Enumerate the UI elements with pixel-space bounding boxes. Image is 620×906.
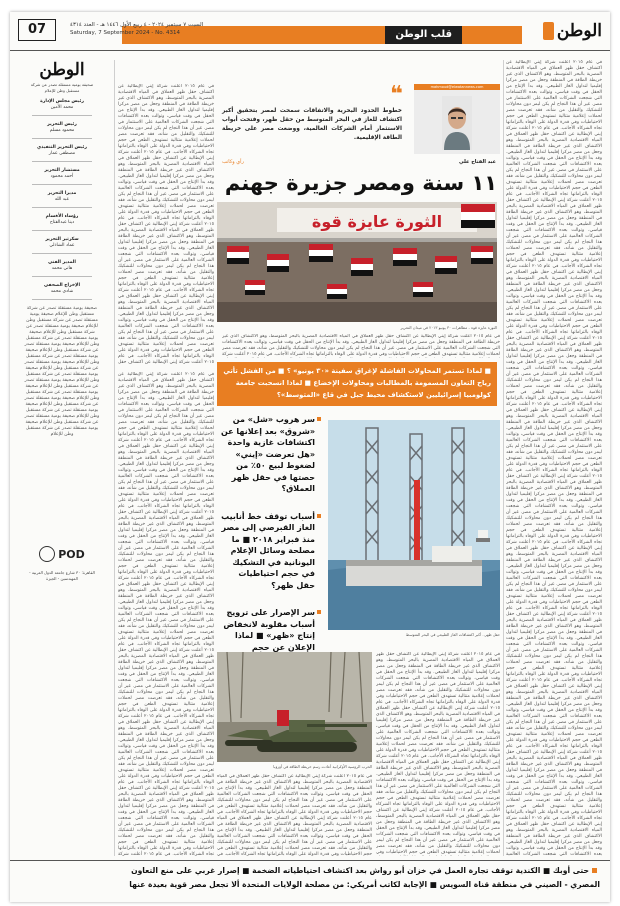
pod-logo (32, 544, 92, 564)
bullet-square-icon (592, 868, 597, 873)
footer-divider (10, 860, 610, 861)
article-headline: ١١ سنة ومصر جزيرة جهنم (224, 171, 498, 195)
staff-entry: رؤساء الأقسام دينا عبدالفتاح (24, 214, 100, 231)
photo-banner-text: الثورة عايزة قوة (311, 212, 443, 231)
main-photo-caption: الثورة عايزة قوة - مظاهرات ٣٠ يونيو ٢٠١٣ في ميدان التحرير (400, 325, 497, 330)
footer-teaser-1[interactable]: حتى أوبك ■ الكندية توقف تجارة العمل في خزان أبو رواش بعد اكتشاف احتياطياته الضخمة ■ إصرار غربي على منع التعاون (20, 864, 600, 878)
key-question-3: سر الإصرار على ترويج أسباب مقلوبة لانخفاض إنتاج «ظهر» ■ لماذا الإعلان عن حجم (217, 607, 321, 688)
masthead-contacts: القاهرة: ٣٠ شارع جامعة الدول العربية - المهندسين - الجيزة (29, 570, 95, 581)
key-question-2: أسباب توقف خط أنابيب الغاز القبرصي إلى مصر منذ فبراير ٢٠١٨ ■ ما مصلحة وسائل الإعلام اليونانية في التشكيك في حجم احتياطيات حقل ظهر؟ (217, 511, 321, 592)
main-photo (217, 202, 497, 322)
columnist-label: رأي وكاتب (222, 159, 244, 165)
key-question-1: سر هروب «شل» من «شروق» بعد إعلانها عن اكتشافات غازية واحدة «هل تعرضت «إيني» لضغوط لبيع ٥٠٪ من حصتها في حقل ظهر العملاق؟ (217, 414, 321, 495)
newspaper-logo[interactable] (540, 18, 602, 44)
masthead-logo: الوطن (39, 60, 85, 80)
highlights-banner (217, 362, 497, 406)
body-column-3: في عام ٢٠١٥ أعلنت شركة إيني الإيطالية عن اكتشاف حقل ظهر العملاق في المياه الاقتصادية المصرية بالبحر المتوسط، وهو الاكتشاف الذي غير خريطة الطاقة في المنطقة وجعل من مصر مركزا إقليميا لتداول الغاز الطبيعي. وقد بدأ الإنتاج من الحقل في وقت قياسي، وتوالت بعده الاكتشافات التي شجعت الشركات العالمية على الاستثمار في مصر. غير أن هذا النجاح لم يكن ليمر دون محاولات للتشكيك والتقليل من شأنه، فقد تعرضت مصر لحملات إعلامية متتالية تستهدف الطعن في حجم الاحتياطيات وفي قدرة الدولة على الوفاء بالتزاماتها تجاه الشركاء الأجانب. في عام ٢٠١٥ أعلنت شركة (222, 334, 500, 357)
page-number: 07 (18, 19, 56, 41)
staff-entry: رئيس التحرير التنفيذي مصطفى عمار (24, 145, 100, 162)
column-divider (503, 60, 504, 856)
body-column-2: في عام ٢٠١٥ أعلنت شركة إيني الإيطالية عن اكتشاف حقل ظهر العملاق في المياه الاقتصادية المصرية بالبحر المتوسط، وهو الاكتشاف الذي غير خريطة الطاقة في المنطقة وجعل من مصر مركزا إقليميا لتداول الغاز الطبيعي. وقد بدأ الإنتاج من الحقل في وقت قياسي، وتوالت بعده الاكتشافات التي شجعت الشركات العالمية على الاستثمار في مصر. غير أن هذا النجاح لم يكن ليمر دون محاولات للتشكيك والتقليل من شأنه، فقد تعرضت مصر لحملات إعلامية متتالية تستهدف الطعن في حجم الاحتياطيات وفي قدرة الدولة على الوفاء بالتزاماتها تجاه الشركاء الأجانب. في عام ٢٠١٥ أعلنت شركة إيني الإيطالية عن اكتشاف حقل ظهر العملاق في المياه الاقتصادية المصرية بالبحر المتوسط، وهو الاكتشاف الذي غير خريطة الطاقة في المنطقة وجعل من مصر مركزا إقليميا لتداول الغاز الطبيعي. وقد بدأ الإنتاج من الحقل في وقت قياسي، وتوالت بعده الاكتشافات التي شجعت الشركات العالمية على الاستثمار في مصر. غير أن هذا النجاح لم يكن ليمر دون محاولات للتشكيك والتقليل من شأنه، فقد تعرضت مصر لحملات إعلامية متتالية تستهدف الطعن في حجم الاحتياطيات وفي قدرة الدولة على الوفاء بالتزاماتها تجاه الشركاء الأجانب. في عام ٢٠١٥ أعلنت شركة إيني الإيطالية عن اكتشاف حقل ظهر العملاق في المياه الاقتصادية المصرية بالبحر المتوسط، وهو الاكتشاف الذي غير خريطة الطاقة في المنطقة وجعل من مصر مركزا إقليميا لتداول الغاز الطبيعي. وقد بدأ الإنتاج من الحقل في وقت قياسي، وتوالت بعده الاكتشافات التي شجعت الشركات العالمية على الاستثمار في مصر. غير أن هذا النجاح لم يكن ليمر دون محاولات للتشكيك والتقليل من شأنه، فقد تعرضت مصر لحملات إعلامية متتالية تستهدف الطعن في حجم الاحتياطيات وفي قدرة الدولة على الوفاء بالتزاماتها تجاه الشركاء الأجانب. في عام ٢٠١٥ أعلنت شركة إيني الإيطالية عن اكتشاف حقل ظهر العملاق في المياه الاقتصادية المصرية بالبحر المتوسط، وهو الاكتشاف الذي غير خريطة الطاقة في المنطقة وجعل من مصر مركزا إقليميا لتداول الغاز الطبيعي. وقد بدأ الإنتاج من الحقل في وقت قياسي، وتوالت بعده الاكتشافات التي شجعت الشركات العالمية على الاستثمار في مصر. غير أن هذا النجاح لم يكن ليمر دون محاولات للتشكيك والتقليل من شأنه، فقد تعرضت مصر لحملات إعلامية متتالية تستهدف الطعن في حجم الاحتياطيات وفي قدرة الدولة على الوفاء بالتزاماتها تجاه الشركاء الأجانب. في عام ٢٠١٥ أعلنت شركة إيني الإيطالية عن اكتشاف حقل (118, 84, 214, 364)
logo-text: الوطن (556, 21, 602, 41)
masthead-subtitle: صحيفة يومية مستقلة تصدر عن شركة مستقبل وطن للإعلام (30, 82, 94, 93)
gas-rig-photo (328, 420, 500, 630)
staff-entry: رئيس مجلس الإدارة محمد الأمين (24, 99, 100, 116)
staff-entry: سكرتير التحرير عماد الشاذلي (24, 237, 100, 254)
highlights-banner-text: ■ لماذا تستمر المحاولات الفاشلة لإغراق سفينة «٣٠ يونيو» ؟ ■ من الفشل تأتي رياح التعاون المسمومة بالمطالبات ومحاولات الإخضاع ■ لماذا انسحبت جامعة كولومبيا إسرائيليين لاستكشاف محيط جبل في قاع «المتوسط»؟ (223, 367, 491, 399)
body-column-4: في عام ٢٠١٥ أعلنت شركة إيني الإيطالية عن اكتشاف حقل ظهر العملاق في المياه الاقتصادية المصرية بالبحر المتوسط، وهو الاكتشاف الذي غير خريطة الطاقة في المنطقة وجعل من مصر مركزا إقليميا لتداول الغاز الطبيعي. وقد بدأ الإنتاج من الحقل في وقت قياسي، وتوالت بعده الاكتشافات التي شجعت الشركات العالمية على الاستثمار في مصر. غير أن هذا النجاح لم يكن ليمر دون محاولات للتشكيك والتقليل من شأنه، فقد تعرضت مصر لحملات إعلامية متتالية تستهدف الطعن في حجم الاحتياطيات وفي قدرة الدولة على الوفاء بالتزاماتها تجاه الشركاء الأجانب. في عام ٢٠١٥ أعلنت شركة إيني الإيطالية عن اكتشاف حقل ظهر العملاق في المياه الاقتصادية المصرية بالبحر المتوسط، وهو الاكتشاف الذي غير خريطة الطاقة في المنطقة وجعل من مصر مركزا إقليميا لتداول الغاز الطبيعي. وقد بدأ الإنتاج من الحقل في وقت قياسي، وتوالت بعده الاكتشافات التي شجعت الشركات العالمية على الاستثمار في مصر. غير أن هذا النجاح لم يكن ليمر دون محاولات للتشكيك والتقليل من شأنه، فقد تعرضت مصر لحملات إعلامية متتالية تستهدف الطعن في حجم الاحتياطيات وفي قدرة الدولة على الوفاء بالتزاماتها تجاه الشركاء الأجانب. في عام ٢٠١٥ أعلنت شركة إيني الإيطالية عن اكتشاف حقل ظهر العملاق في المياه الاقتصادية المصرية بالبحر المتوسط، وهو الاكتشاف الذي غير خريطة الطاقة في المنطقة وجعل من مصر مركزا إقليميا لتداول الغاز الطبيعي. وقد بدأ الإنتاج من الحقل في وقت قياسي، وتوالت بعده الاكتشافات التي شجعت الشركات العالمية على الاستثمار في مصر. غير أن هذا النجاح لم يكن ليمر دون محاولات للتشكيك والتقليل من شأنه، فقد تعرضت مصر لحملات إعلامية متتالية تستهدف الطعن في حجم الاحتياطيات وفي قدرة الدولة على الوفاء بالتزاماتها تجاه الشركاء الأجانب. في عام ٢٠١٥ أعلنت شركة إيني الإيطالية عن اكتشاف حقل ظهر العملاق في المياه الاقتصادية المصرية بالبحر المتوسط، وهو الاكتشاف الذي غير خريطة الطاقة في المنطقة وجعل من مصر مركزا إقليميا لتداول الغاز الطبيعي. وقد بدأ الإنتاج من الحقل في وقت قياسي، وتوالت بعده الاكتشافات التي شجعت الشركات العالمية على الاستثمار في مصر. غير أن هذا النجاح لم يكن ليمر دون محاولات للتشكيك والتقليل من شأنه، فقد تعرضت مصر لحملات إعلامية متتالية تستهدف الطعن في حجم الاحتياطيات وفي قدرة الدولة على الوفاء بالتزاماتها تجاه الشركاء الأجانب. في عام ٢٠١٥ أعلنت شركة إيني الإيطالية عن اكتشاف حقل ظهر العملاق في المياه الاقتصادية المصرية بالبحر المتوسط، وهو الاكتشاف الذي غير خريطة الطاقة في المنطقة وجعل من مصر مركزا إقليميا لتداول الغاز الطبيعي. وقد بدأ الإنتاج من الحقل في وقت قياسي، وتوالت بعده الاكتشافات التي شجعت الشركات العالمية على الاستثمار في مصر. غير أن هذا النجاح لم يكن ليمر دون محاولات للتشكيك والتقليل من شأنه، فقد تعرضت مصر لحملات إعلامية متتالية تستهدف الطعن في حجم الاحتياطيات وفي قدرة الدولة على الوفاء بالتزاماتها تجاه الشركاء الأجانب. في عام ٢٠١٥ أعلنت شركة إيني الإيطالية عن اكتشاف حقل ظهر العملاق في المياه الاقتصادية المصرية بالبحر المتوسط، وهو الاكتشاف الذي غير خريطة الطاقة في المنطقة وجعل من مصر مركزا إقليميا لتداول الغاز الطبيعي. وقد بدأ الإنتاج من الحقل في وقت قياسي، وتوالت بعده الاكتشافات التي شجعت الشركات العالمية على الاستثمار في مصر. غير أن هذا النجاح لم يكن ليمر دون محاولات للتشكيك والتقليل من شأنه، فقد تعرضت مصر لحملات إعلامية متتالية تستهدف الطعن في حجم الاحتياطيات وفي قدرة الدولة على الوفاء بالتزاماتها تجاه الشركاء الأجانب. في عام ٢٠١٥ أعلنت شركة إيني الإيطالية عن اكتشاف حقل ظهر العملاق في المياه الاقتصادية المصرية بالبحر المتوسط، وهو الاكتشاف الذي غير خريطة الطاقة في المنطقة وجعل من مصر مركزا إقليميا لتداول الغاز الطبيعي. وقد بدأ الإنتاج من الحقل في وقت قياسي، وتوالت بعده الاكتشافات التي شجعت الشركات العالمية على الاستثمار في مصر. غير أن هذا النجاح لم يكن ليمر دون محاولات للتشكيك والتقليل من شأنه، فقد تعرضت مصر لحملات إعلامية متتالية تستهدف الطعن في حجم الاحتياطيات وفي قدرة الدولة على الوفاء بالتزاماتها تجاه الشركاء الأجانب. في عام ٢٠١٥ أعلنت شركة (118, 372, 214, 856)
body-column-1: في عام ٢٠١٥ أعلنت شركة إيني الإيطالية عن اكتشاف حقل ظهر العملاق في المياه الاقتصادية المصرية بالبحر المتوسط، وهو الاكتشاف الذي غير خريطة الطاقة في المنطقة وجعل من مصر مركزا إقليميا لتداول الغاز الطبيعي. وقد بدأ الإنتاج من الحقل في وقت قياسي، وتوالت بعده الاكتشافات التي شجعت الشركات العالمية على الاستثمار في مصر. غير أن هذا النجاح لم يكن ليمر دون محاولات للتشكيك والتقليل من شأنه، فقد تعرضت مصر لحملات إعلامية متتالية تستهدف الطعن في حجم الاحتياطيات وفي قدرة الدولة على الوفاء بالتزاماتها تجاه الشركاء الأجانب. في عام ٢٠١٥ أعلنت شركة إيني الإيطالية عن اكتشاف حقل ظهر العملاق في المياه الاقتصادية المصرية بالبحر المتوسط، وهو الاكتشاف الذي غير خريطة الطاقة في المنطقة وجعل من مصر مركزا إقليميا لتداول الغاز الطبيعي. وقد بدأ الإنتاج من الحقل في وقت قياسي، وتوالت بعده الاكتشافات التي شجعت الشركات العالمية على الاستثمار في مصر. غير أن هذا النجاح لم يكن ليمر دون محاولات للتشكيك والتقليل من شأنه، فقد تعرضت مصر لحملات إعلامية متتالية تستهدف الطعن في حجم الاحتياطيات وفي قدرة الدولة على الوفاء بالتزاماتها تجاه الشركاء الأجانب. في عام ٢٠١٥ أعلنت شركة إيني الإيطالية عن اكتشاف حقل ظهر العملاق في المياه الاقتصادية المصرية بالبحر المتوسط، وهو الاكتشاف الذي غير خريطة الطاقة في المنطقة وجعل من مصر مركزا إقليميا لتداول الغاز الطبيعي. وقد بدأ الإنتاج من الحقل في وقت قياسي، وتوالت بعده الاكتشافات التي شجعت الشركات العالمية على الاستثمار في مصر. غير أن هذا النجاح لم يكن ليمر دون محاولات للتشكيك والتقليل من شأنه، فقد تعرضت مصر لحملات إعلامية متتالية تستهدف الطعن في حجم الاحتياطيات وفي قدرة الدولة على الوفاء بالتزاماتها تجاه الشركاء الأجانب. في عام ٢٠١٥ أعلنت شركة إيني الإيطالية عن اكتشاف حقل ظهر العملاق في المياه الاقتصادية المصرية بالبحر المتوسط، وهو الاكتشاف الذي غير خريطة الطاقة في المنطقة وجعل من مصر مركزا إقليميا لتداول الغاز الطبيعي. وقد بدأ الإنتاج من الحقل في وقت قياسي، وتوالت بعده الاكتشافات التي شجعت الشركات العالمية على الاستثمار في مصر. غير أن هذا النجاح لم يكن ليمر دون محاولات للتشكيك والتقليل من شأنه، فقد تعرضت مصر لحملات إعلامية متتالية تستهدف الطعن في حجم الاحتياطيات وفي قدرة الدولة على الوفاء بالتزاماتها تجاه الشركاء الأجانب. في عام ٢٠١٥ أعلنت شركة إيني الإيطالية عن اكتشاف حقل ظهر العملاق في المياه الاقتصادية المصرية بالبحر المتوسط، وهو الاكتشاف الذي غير خريطة الطاقة في المنطقة وجعل من مصر مركزا إقليميا لتداول الغاز الطبيعي. وقد بدأ الإنتاج من الحقل في وقت قياسي، وتوالت بعده الاكتشافات التي شجعت الشركات العالمية على الاستثمار في مصر. غير أن هذا النجاح لم يكن ليمر دون محاولات للتشكيك والتقليل من شأنه، فقد تعرضت مصر لحملات إعلامية متتالية تستهدف الطعن في حجم الاحتياطيات وفي قدرة الدولة على الوفاء بالتزاماتها تجاه الشركاء الأجانب. في عام ٢٠١٥ أعلنت شركة إيني الإيطالية عن اكتشاف حقل ظهر العملاق في المياه الاقتصادية المصرية بالبحر المتوسط، وهو الاكتشاف الذي غير خريطة الطاقة في المنطقة وجعل من مصر مركزا إقليميا لتداول الغاز الطبيعي. وقد بدأ الإنتاج من الحقل في وقت قياسي، وتوالت بعده الاكتشافات التي شجعت الشركات العالمية على الاستثمار في مصر. غير أن هذا النجاح لم يكن ليمر دون محاولات للتشكيك والتقليل من شأنه، فقد تعرضت مصر لحملات إعلامية متتالية تستهدف الطعن في حجم الاحتياطيات وفي قدرة الدولة على الوفاء بالتزاماتها تجاه الشركاء الأجانب. في عام ٢٠١٥ أعلنت شركة إيني الإيطالية عن اكتشاف حقل ظهر العملاق في المياه الاقتصادية المصرية بالبحر المتوسط، وهو الاكتشاف الذي غير خريطة الطاقة في المنطقة وجعل من مصر مركزا إقليميا لتداول الغاز الطبيعي. وقد بدأ الإنتاج من الحقل في وقت قياسي، وتوالت بعده الاكتشافات التي شجعت الشركات العالمية على الاستثمار في مصر. غير أن هذا النجاح لم يكن ليمر دون محاولات للتشكيك والتقليل من شأنه، فقد تعرضت مصر لحملات إعلامية متتالية تستهدف الطعن في حجم الاحتياطيات وفي قدرة الدولة على الوفاء بالتزاماتها تجاه الشركاء الأجانب. في عام ٢٠١٥ أعلنت شركة إيني الإيطالية عن اكتشاف حقل ظهر العملاق في المياه الاقتصادية المصرية بالبحر المتوسط، وهو الاكتشاف الذي غير خريطة الطاقة في المنطقة وجعل من مصر مركزا إقليميا لتداول الغاز الطبيعي. وقد بدأ الإنتاج من الحقل في وقت قياسي، وتوالت بعده الاكتشافات التي شجعت الشركات العالمية على الاستثمار في مصر. غير أن هذا النجاح لم يكن ليمر دون محاولات للتشكيك والتقليل من شأنه، فقد تعرضت مصر لحملات إعلامية متتالية تستهدف الطعن في حجم الاحتياطيات وفي قدرة الدولة على الوفاء بالتزاماتها تجاه الشركاء الأجانب. في عام ٢٠١٥ أعلنت شركة إيني الإيطالية عن اكتشاف حقل ظهر العملاق في المياه الاقتصادية المصرية بالبحر المتوسط، وهو الاكتشاف الذي غير خريطة الطاقة في المنطقة وجعل من مصر مركزا إقليميا لتداول الغاز الطبيعي. وقد بدأ الإنتاج من الحقل في وقت قياسي، وتوالت بعده الاكتشافات التي شجعت الشركات العالمية على الاستثمار في مصر. غير أن هذا النجاح لم يكن ليمر دون محاولات للتشكيك والتقليل من شأنه، فقد تعرضت مصر لحملات إعلامية متتالية تستهدف الطعن في حجم الاحتياطيات وفي قدرة الدولة على الوفاء بالتزاماتها تجاه الشركاء الأجانب. في عام ٢٠١٥ أعلنت شركة إيني الإيطالية عن اكتشاف حقل ظهر العملاق في المياه الاقتصادية المصرية بالبحر المتوسط، وهو الاكتشاف الذي غير خريطة الطاقة في المنطقة وجعل من مصر مركزا إقليميا لتداول الغاز الطبيعي. وقد بدأ الإنتاج من الحقل في وقت قياسي، وتوالت بعده الاكتشافات التي شجعت الشركات العالمية على الاستثمار في مصر. غير أن هذا النجاح لم يكن ليمر دون محاولات للتشكيك والتقليل من شأنه، فقد تعرضت مصر لحملات إعلامية متتالية تستهدف الطعن في حجم الاحتياطيات وفي قدرة الدولة على الوفاء بالتزاماتها تجاه الشركاء الأجانب. في عام ٢٠١٥ أعلنت شركة إيني الإيطالية عن اكتشاف حقل ظهر العملاق في المياه الاقتصادية المصرية بالبحر المتوسط، وهو الاكتشاف الذي غير خريطة الطاقة في المنطقة وجعل من مصر مركزا إقليميا لتداول الغاز الطبيعي. وقد بدأ الإنتاج من الحقل في وقت قياسي، وتوالت بعده الاكتشافات التي شجعت الشركات العالمية على الاستثمار في مصر. غير أن هذا النجاح لم يكن ليمر دون محاولات للتشكيك والتقليل من شأنه، فقد تعرضت مصر لحملات إعلامية متتالية تستهدف الطعن في حجم الاحتياطيات وفي قدرة الدولة على الوفاء بالتزاماتها تجاه الشركاء الأجانب. في عام ٢٠١٥ أعلنت شركة إيني الإيطالية عن اكتشاف حقل ظهر العملاق في المياه الاقتصادية المصرية بالبحر المتوسط، وهو الاكتشاف الذي غير خريطة الطاقة في المنطقة وجعل من مصر مركزا إقليميا لتداول الغاز الطبيعي. وقد بدأ الإنتاج من الحقل في وقت قياسي، وتوالت بعده الاكتشافات التي شجعت الشركات العالمية (506, 60, 602, 856)
quote-icon: ❝ (390, 82, 403, 107)
pod-label: POD (58, 547, 85, 561)
columnist-email[interactable]: mahmoud@elwatannews.com (430, 85, 484, 89)
columnist-name[interactable]: عبد الفتاح علي (458, 159, 496, 165)
newspaper-page (10, 12, 610, 902)
header-date-en: Saturday, 7 September 2024 - No. 4314 (70, 30, 181, 36)
tank-photo-caption: الحرب الروسية الأوكرانية أعادت رسم خريطة الطاقة في أوروبا (273, 764, 372, 769)
column-divider (114, 60, 115, 856)
staff-entry: رئيس التحرير محمود مسلم (24, 122, 100, 139)
article-lede: خطوط الحدود البحرية والاتفاقات سمحت لمصر بتحقيق أكبر اكتشاف للغاز في البحر المتوسط من حقل ظهر، وفتحت أبواب الاستثمار أمام الشركات العالمية، ووضعت مصر على خريطة الطاقة الإقليمية. (222, 108, 402, 141)
columnist-card (414, 84, 500, 154)
columnist-portrait (442, 96, 472, 150)
body-column-6: في عام ٢٠١٥ أعلنت شركة إيني الإيطالية عن اكتشاف حقل ظهر العملاق في المياه الاقتصادية المصرية بالبحر المتوسط، وهو الاكتشاف الذي غير خريطة الطاقة في المنطقة وجعل من مصر مركزا إقليميا لتداول الغاز الطبيعي. وقد بدأ الإنتاج من الحقل في وقت قياسي، وتوالت بعده الاكتشافات التي شجعت الشركات العالمية على الاستثمار في مصر. غير أن هذا النجاح لم يكن ليمر دون محاولات للتشكيك والتقليل من شأنه، فقد تعرضت مصر لحملات إعلامية متتالية تستهدف الطعن في حجم الاحتياطيات وفي قدرة الدولة على الوفاء بالتزاماتها تجاه الشركاء الأجانب. في عام ٢٠١٥ أعلنت شركة إيني الإيطالية عن اكتشاف حقل ظهر العملاق في المياه الاقتصادية المصرية بالبحر المتوسط، وهو الاكتشاف الذي غير خريطة الطاقة في المنطقة وجعل من مصر مركزا إقليميا لتداول الغاز الطبيعي. وقد بدأ الإنتاج من الحقل في وقت قياسي، وتوالت بعده الاكتشافات التي شجعت الشركات العالمية على الاستثمار في مصر. غير أن هذا النجاح لم يكن ليمر دون محاولات للتشكيك والتقليل من شأنه، فقد تعرضت مصر لحملات إعلامية متتالية تستهدف الطعن في حجم الاحتياطيات وفي قدرة الدولة على الوفاء بالتزاماتها تجاه الشركاء الأجانب. في (217, 774, 372, 856)
section-label: قلب الوطن (385, 26, 462, 44)
header-date-ar: السبت ٧ سبتمبر ٢٠٢٤ - ٤ ربيع الأول ١٤٤٦ هـ - العدد ٤٣١٤ (70, 22, 204, 28)
header-date (70, 21, 250, 37)
logo-mark-icon (543, 22, 554, 40)
header-divider (10, 50, 610, 51)
gas-rig-caption: حقل ظهر.. أكبر اكتشافات الغاز الطبيعي في البحر المتوسط (405, 632, 500, 637)
staff-entry: مستشار التحرير أحمد محمود (24, 168, 100, 185)
footer-teasers (20, 864, 600, 892)
body-column-5: في عام ٢٠١٥ أعلنت شركة إيني الإيطالية عن اكتشاف حقل ظهر العملاق في المياه الاقتصادية المصرية بالبحر المتوسط، وهو الاكتشاف الذي غير خريطة الطاقة في المنطقة وجعل من مصر مركزا إقليميا لتداول الغاز الطبيعي. وقد بدأ الإنتاج من الحقل في وقت قياسي، وتوالت بعده الاكتشافات التي شجعت الشركات العالمية على الاستثمار في مصر. غير أن هذا النجاح لم يكن ليمر دون محاولات للتشكيك والتقليل من شأنه، فقد تعرضت مصر لحملات إعلامية متتالية تستهدف الطعن في حجم الاحتياطيات وفي قدرة الدولة على الوفاء بالتزاماتها تجاه الشركاء الأجانب. في عام ٢٠١٥ أعلنت شركة إيني الإيطالية عن اكتشاف حقل ظهر العملاق في المياه الاقتصادية المصرية بالبحر المتوسط، وهو الاكتشاف الذي غير خريطة الطاقة في المنطقة وجعل من مصر مركزا إقليميا لتداول الغاز الطبيعي. وقد بدأ الإنتاج من الحقل في وقت قياسي، وتوالت بعده الاكتشافات التي شجعت الشركات العالمية على الاستثمار في مصر. غير أن هذا النجاح لم يكن ليمر دون محاولات للتشكيك والتقليل من شأنه، فقد تعرضت مصر لحملات إعلامية متتالية تستهدف الطعن في حجم الاحتياطيات وفي قدرة الدولة على الوفاء بالتزاماتها تجاه الشركاء الأجانب. في عام ٢٠١٥ أعلنت شركة إيني الإيطالية عن اكتشاف حقل ظهر العملاق في المياه الاقتصادية المصرية بالبحر المتوسط، وهو الاكتشاف الذي غير خريطة الطاقة في المنطقة وجعل من مصر مركزا إقليميا لتداول الغاز الطبيعي. وقد بدأ الإنتاج من الحقل في وقت قياسي، وتوالت بعده الاكتشافات التي شجعت الشركات العالمية على الاستثمار في مصر. غير أن هذا النجاح لم يكن ليمر دون محاولات للتشكيك والتقليل من شأنه، فقد تعرضت مصر لحملات إعلامية متتالية تستهدف الطعن في حجم الاحتياطيات وفي قدرة الدولة على الوفاء بالتزاماتها تجاه الشركاء الأجانب. في عام ٢٠١٥ أعلنت شركة إيني الإيطالية عن اكتشاف حقل ظهر العملاق في المياه الاقتصادية المصرية بالبحر المتوسط، وهو الاكتشاف الذي غير خريطة الطاقة في المنطقة وجعل من مصر مركزا إقليميا لتداول الغاز الطبيعي. وقد بدأ الإنتاج من الحقل في وقت قياسي، وتوالت بعده الاكتشافات التي شجعت الشركات العالمية على الاستثمار في مصر. غير أن هذا النجاح لم يكن ليمر دون محاولات للتشكيك والتقليل من شأنه، فقد تعرضت مصر لحملات إعلامية متتالية تستهدف الطعن في حجم الاحتياطيات وفي (376, 652, 500, 855)
tank-photo (217, 652, 372, 762)
masthead-credits: صحيفة يومية مستقلة تصدر عن شركة مستقبل وطن للإعلام صحيفة يومية مستقلة تصدر عن شركة مستقبل وطن للإعلام صحيفة يومية مستقلة تصدر عن شركة مستقبل وطن للإعلام صحيفة يومية مستقلة تصدر عن شركة مستقبل وطن للإعلام صحيفة يومية مستقلة تصدر عن شركة مستقبل وطن للإعلام صحيفة يومية مستقلة تصدر عن شركة مستقبل وطن للإعلام صحيفة يومية مستقلة تصدر عن شركة مستقبل وطن للإعلام صحيفة يومية مستقلة تصدر عن شركة مستقبل وطن للإعلام صحيفة يومية مستقلة تصدر عن شركة مستقبل وطن للإعلام صحيفة يومية مستقلة تصدر عن شركة مستقبل وطن للإعلام صحيفة يومية مستقلة تصدر عن شركة مستقبل وطن للإعلام صحيفة يومية مستقلة تصدر عن شركة مستقبل وطن للإعلام صحيفة يومية مستقلة تصدر عن شركة مستقبل وطن للإعلام صحيفة يومية مستقلة تصدر عن شركة مستقبل وطن للإعلام (24, 306, 100, 437)
crowd-flags (217, 242, 497, 322)
staff-entry: مديرا التحرير عبد الله (24, 191, 100, 208)
pod-circle-icon (39, 546, 55, 562)
staff-entry: الإخراج الصحفي شادي محمد (24, 283, 100, 300)
masthead-column (24, 60, 100, 860)
page-header (10, 12, 610, 52)
staff-entry: المدير الفني هاني محمد (24, 260, 100, 277)
footer-teaser-2[interactable]: المصري - الصيني في منطقة قناة السويس ■ الإجابة لكاتب أمريكي: من مصلحة الولايات المتحدة ألا تجعل مصر قوية بعيدة عنها (129, 880, 600, 889)
